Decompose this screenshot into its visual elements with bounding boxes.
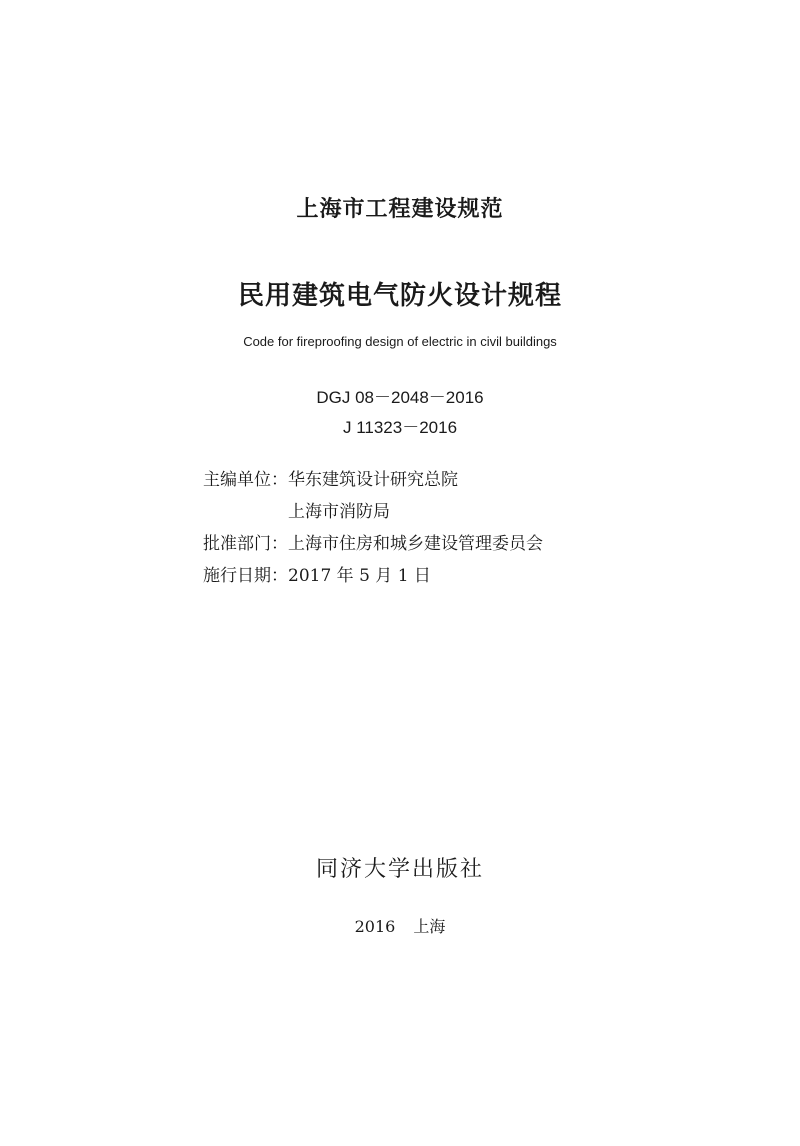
- imprint: [0, 914, 800, 937]
- editor-row-2: [203, 496, 543, 528]
- publisher-name: 同济大学出版社: [315, 857, 484, 882]
- imprint-place: 上海: [413, 917, 446, 936]
- effective-date-label: 施行日期：: [203, 566, 288, 586]
- editor-secondary: 上海市消防局: [288, 502, 390, 522]
- standard-number: DGJ 08－2048－2016: [316, 388, 484, 407]
- approval-label: 批准部门：: [203, 534, 288, 554]
- effective-date-row: [203, 560, 543, 592]
- document-title: 民用建筑电气防火设计规程: [237, 281, 562, 311]
- publication-info: [203, 464, 543, 592]
- series-title: 上海市工程建设规范: [296, 197, 504, 222]
- effective-date: 2017 年 5 月 1 日: [288, 566, 431, 586]
- approval-authority: 上海市住房和城乡建设管理委员会: [288, 534, 543, 554]
- imprint-year: 2016: [354, 917, 396, 936]
- record-number: J 11323－2016: [342, 418, 458, 437]
- editor-row: [203, 464, 543, 496]
- editor-label: 主编单位：: [203, 470, 288, 490]
- approval-row: [203, 528, 543, 560]
- english-title: Code for fireproofing design of electric in civil buildings: [243, 334, 557, 349]
- editor-primary: 华东建筑设计研究总院: [288, 470, 458, 490]
